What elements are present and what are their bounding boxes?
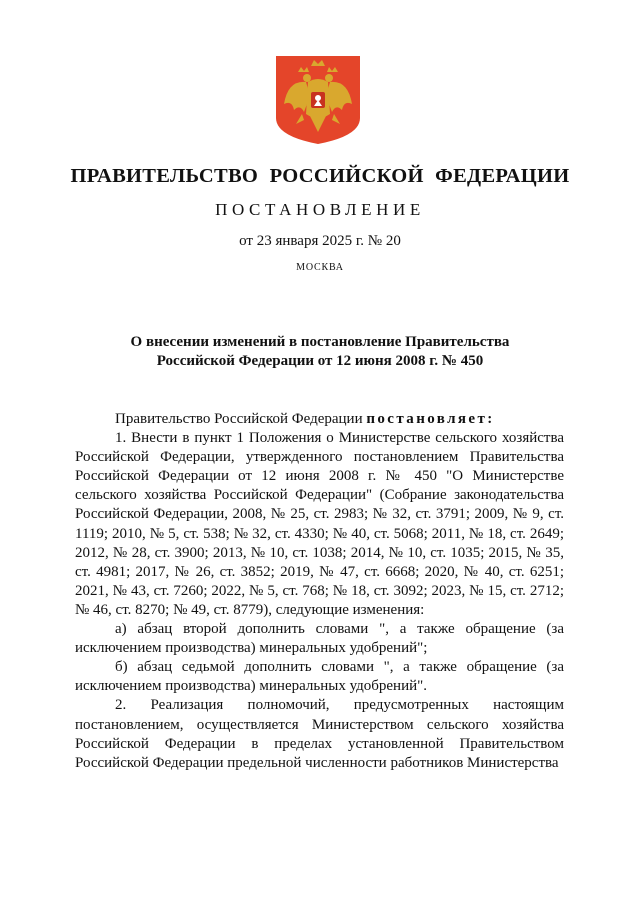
decree-word: постановляет: (366, 411, 495, 427)
document-heading-line-2: Российской Федерации от 12 июня 2008 г. № 450 (156, 353, 484, 369)
government-title: ПРАВИТЕЛЬСТВО РОССИЙСКОЙ ФЕДЕРАЦИИ (70, 165, 570, 187)
item-1a: а) абзац второй дополнить словами ", а также обращение (за исключением производства) минеральных удобрений"; (75, 621, 564, 657)
document-heading (100, 333, 540, 371)
document-type: ПОСТАНОВЛЕНИЕ (215, 200, 425, 219)
russian-coat-of-arms-icon (276, 56, 360, 144)
document-body (75, 410, 564, 773)
intro-text: Правительство Российской Федерации (115, 411, 363, 427)
document-date-number: от 23 января 2025 г. № 20 (239, 233, 401, 249)
item-1b: б) абзац седьмой дополнить словами ", а также обращение (за исключением производства) минеральных удобрений". (75, 659, 564, 695)
intro-paragraph (75, 410, 564, 429)
document-city: МОСКВА (296, 262, 344, 273)
document-heading-line-1: О внесении изменений в постановление Правительства (130, 334, 510, 350)
item-1: 1. Внести в пункт 1 Положения о Министерстве сельского хозяйства Российской Федерации, утвержденного постановлением Правительства Российской Федерации от 12 июня 2008 г. № 450 "О Министерстве сельского хозяйства Российской Федерации" (Собрание законодательства Российской Федерации, 2008, № 25, ст. 2983; № 32, ст. 3791; 2009, № 9, ст. 1119; 2010, № 5, ст. 538; № 32, ст. 4330; № 40, ст. 5068; 2011, № 18, ст. 2649; 2012, № 28, ст. 3900; 2013, № 10, ст. 1038; 2014, № 10, ст. 1035; 2015, № 35, ст. 4981; 2017, № 26, ст. 3852; 2019, № 47, ст. 6668; 2020, № 40, ст. 6251; 2021, № 43, ст. 7260; 2022, № 5, ст. 768; № 18, ст. 3092; 2023, № 15, ст. 2712; № 46, ст. 8270; № 49, ст. 8779), следующие изменения: (75, 430, 564, 618)
item-2: 2. Реализация полномочий, предусмотренных настоящим постановлением, осуществляется Министерством сельского хозяйства Российской Федерации в пределах установленной Правительством Российской Федерации предельной численности работников Министерства (75, 697, 564, 771)
